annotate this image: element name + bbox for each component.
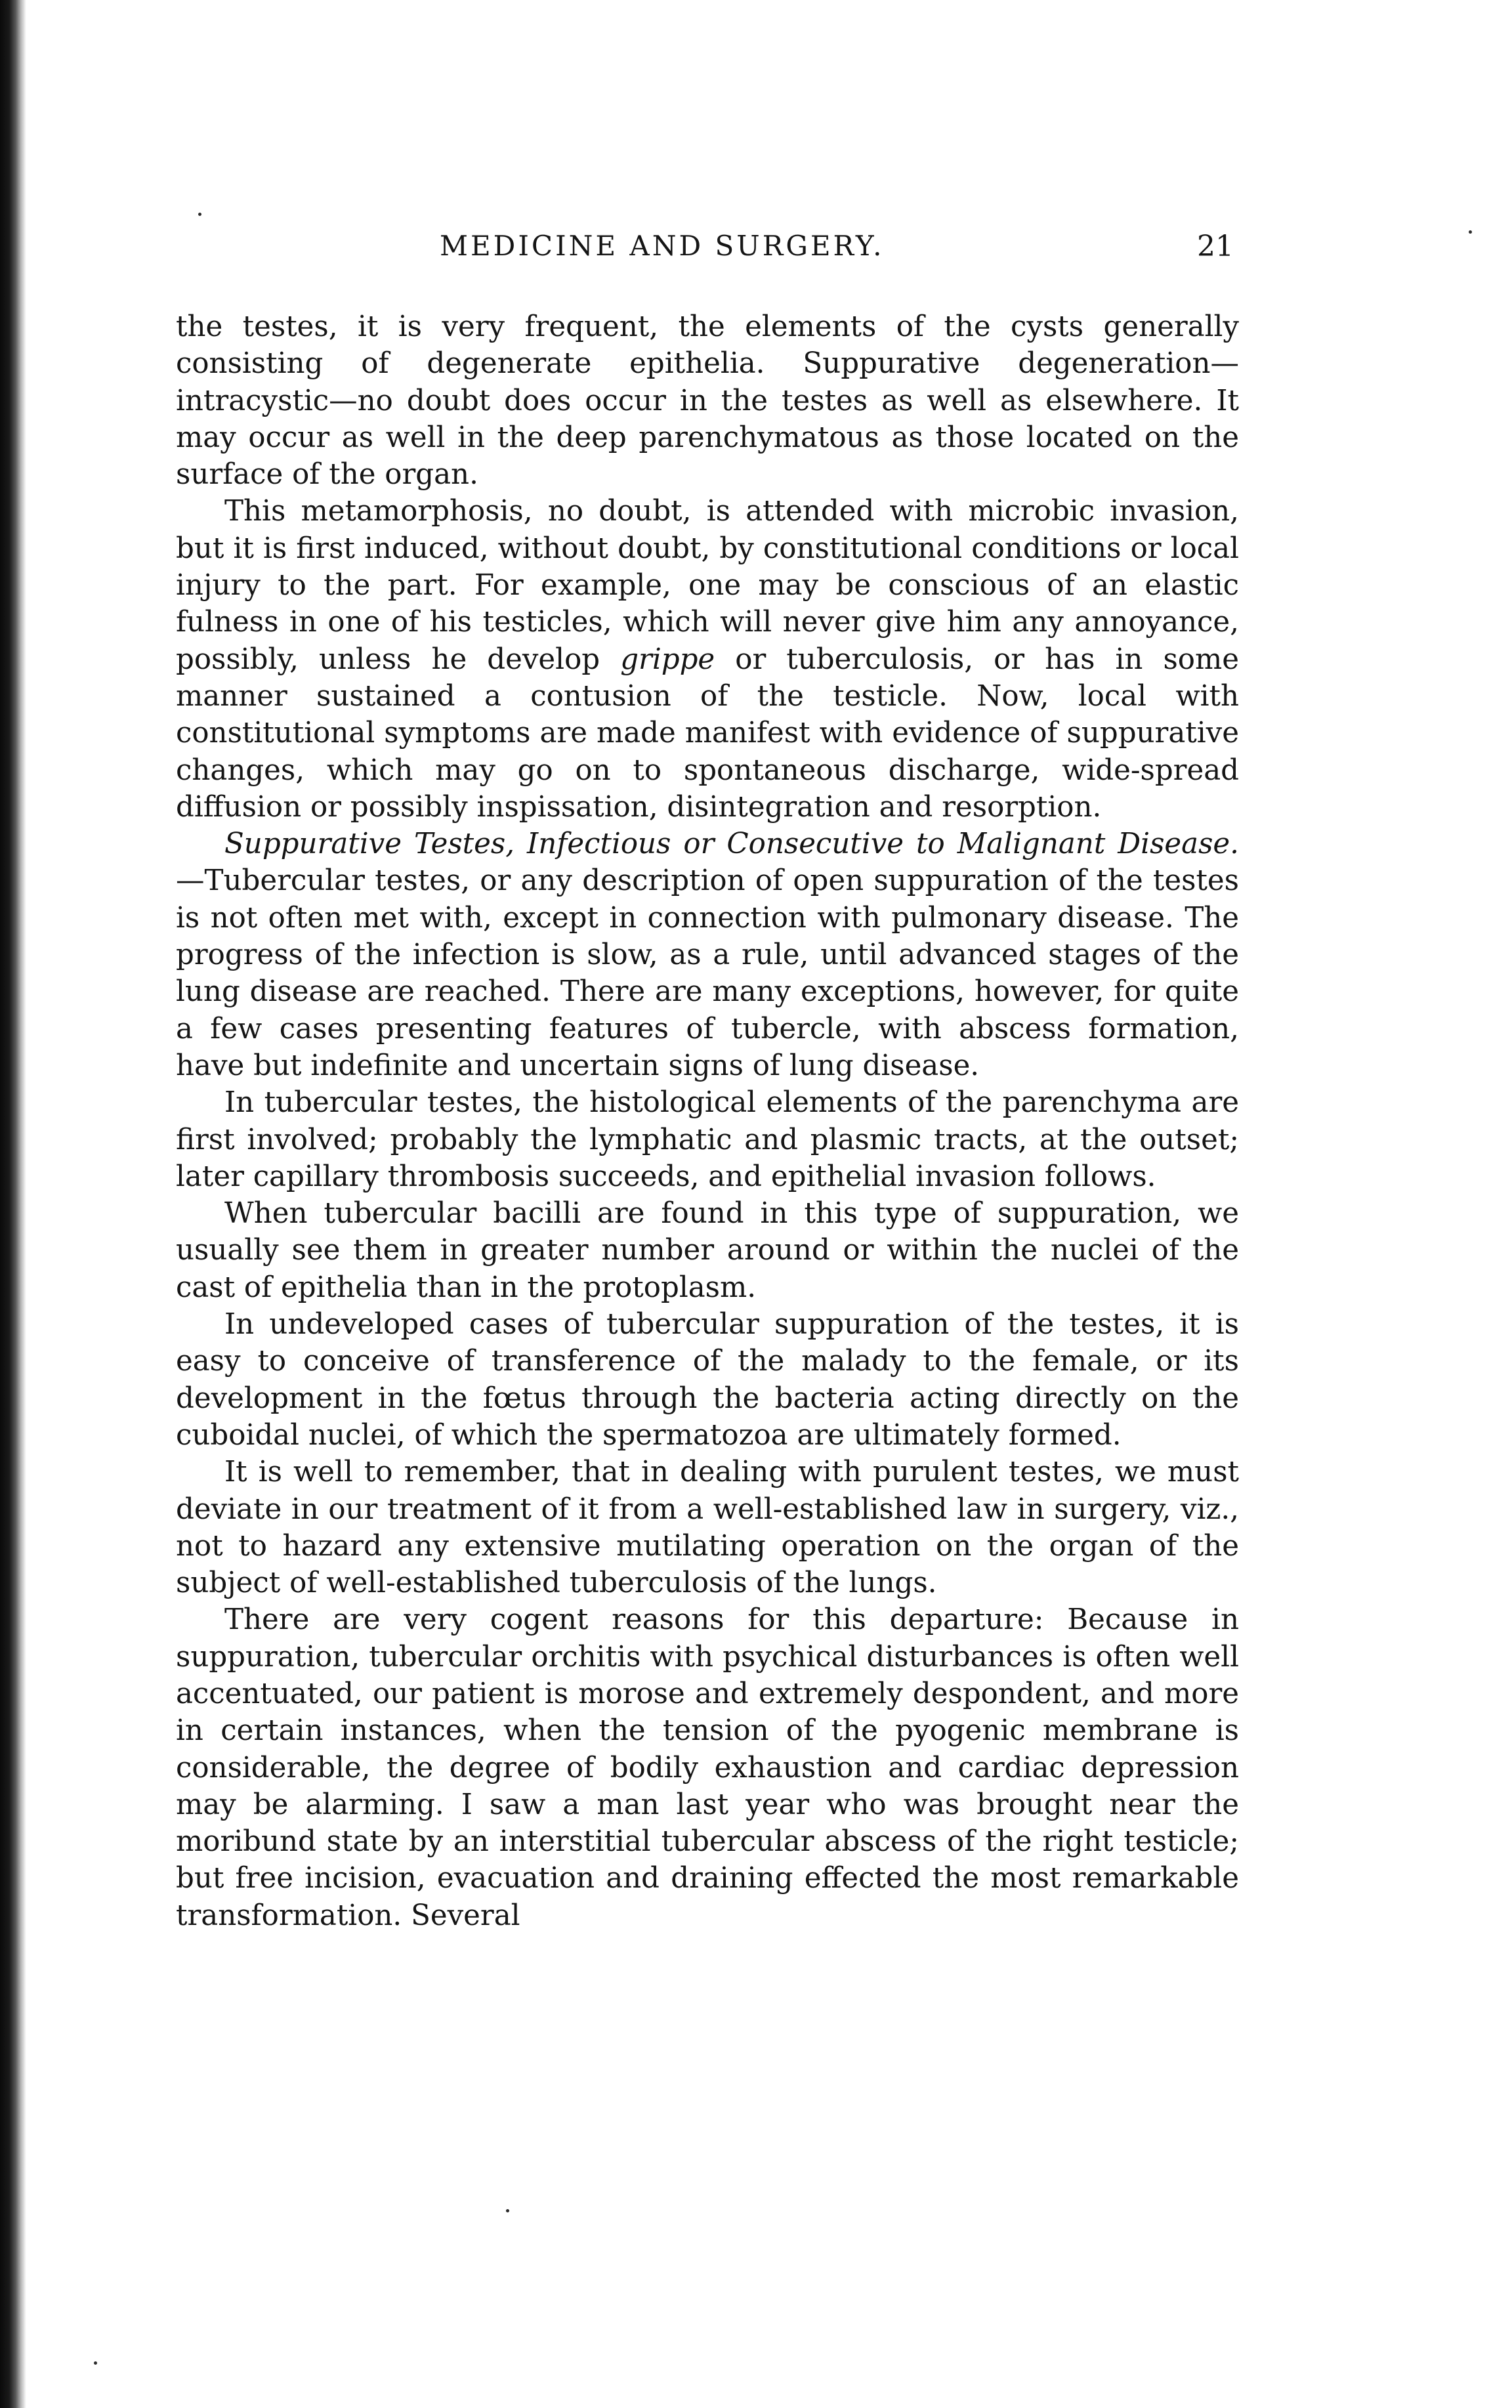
body-text — [176, 308, 1239, 1934]
paragraph — [176, 1306, 1239, 1454]
paragraph-text: This metamorphosis, no doubt, is attended with microbic invasion, but it is first induced, without doubt, by constitutional conditions or local injury to the part. For example, one may be conscious of an elastic fulness in one of his testicles, which will never give him any annoyance, possibly, unless he develop — [176, 495, 1239, 676]
paragraph — [176, 493, 1239, 826]
page-number: 21 — [1197, 230, 1234, 263]
italic-term: grippe — [620, 643, 715, 676]
paragraph — [176, 826, 1239, 1084]
ink-speck — [506, 2209, 509, 2212]
paragraph-text: It is well to remember, that in dealing with purulent testes, we must deviate in our treatment of it from a well-established law in surgery, viz., not to hazard any extensive mutilating operation on the organ of the subject of well-established tuberculosis of the lungs. — [176, 1456, 1239, 1600]
page-header — [171, 230, 1234, 276]
paragraph — [176, 1454, 1239, 1601]
running-title: MEDICINE AND SURGERY. — [440, 230, 885, 262]
paragraph-text: There are very cogent reasons for this departure: Because in suppuration, tubercular orchitis with psychical disturbances is often well accentuated, our patient is morose and extremely despondent, and more in certain instances, when the tension of the pyogenic membrane is considerable, the degree of bodily exhaustion and cardiac depression may be alarming. I saw a man last year who was brought near the moribund state by an interstitial tubercular abscess of the right testicle; but free incision, evacuation and draining effected the most remarkable transformation. Several — [176, 1603, 1239, 1932]
paragraph-text: In undeveloped cases of tubercular suppuration of the testes, it is easy to conceive of transference of the malady to the female, or its development in the fœtus through the bacteria acting directly on the cuboidal nuclei, of which the spermatozoa are ultimately formed. — [176, 1308, 1239, 1452]
paragraph-text: or tuberculosis, or has in some manner sustained a contusion of the testicle. Now, local with constitutional symptoms are made manifest with evidence of suppurative changes, which may go on to spontaneous discharge, wide-spread diffusion or possibly inspissation, disintegration and resorption. — [176, 643, 1239, 824]
paragraph-text: —Tubercular testes, or any description of open suppuration of the testes is not often met with, except in connection with pulmonary disease. The progress of the infection is slow, as a rule, until advanced stages of the lung disease are reached. There are many exceptions, however, for quite a few cases presenting features of tubercle, with abscess formation, have but indefinite and uncertain signs of lung disease. — [176, 864, 1239, 1082]
section-heading: Suppurative Testes, Infectious or Consecutive to Malignant Disease. — [224, 828, 1239, 861]
paragraph — [176, 1195, 1239, 1306]
page-binding-edge — [0, 0, 26, 2408]
ink-speck — [198, 213, 201, 216]
paragraph — [176, 1601, 1239, 1934]
paragraph-text: the testes, it is very frequent, the elements of the cysts generally consisting of degenerate epithelia. Suppurative degeneration—intracystic—no doubt does occur in the testes as well as elsewhere. It may occur as well in the deep parenchymatous as those located on the surface of the organ. — [176, 310, 1239, 492]
paragraph — [176, 1084, 1239, 1195]
ink-speck — [1469, 230, 1472, 234]
paragraph — [176, 308, 1239, 493]
ink-speck — [94, 2361, 97, 2365]
paragraph-text: When tubercular bacilli are found in this type of suppuration, we usually see them in greater number around or within the nuclei of the cast of epithelia than in the protoplasm. — [176, 1197, 1239, 1304]
paragraph-text: In tubercular testes, the histological elements of the parenchyma are first involved; probably the lymphatic and plasmic tracts, at the outset; later capillary thrombosis succeeds, and epithelial invasion follows. — [176, 1086, 1239, 1193]
